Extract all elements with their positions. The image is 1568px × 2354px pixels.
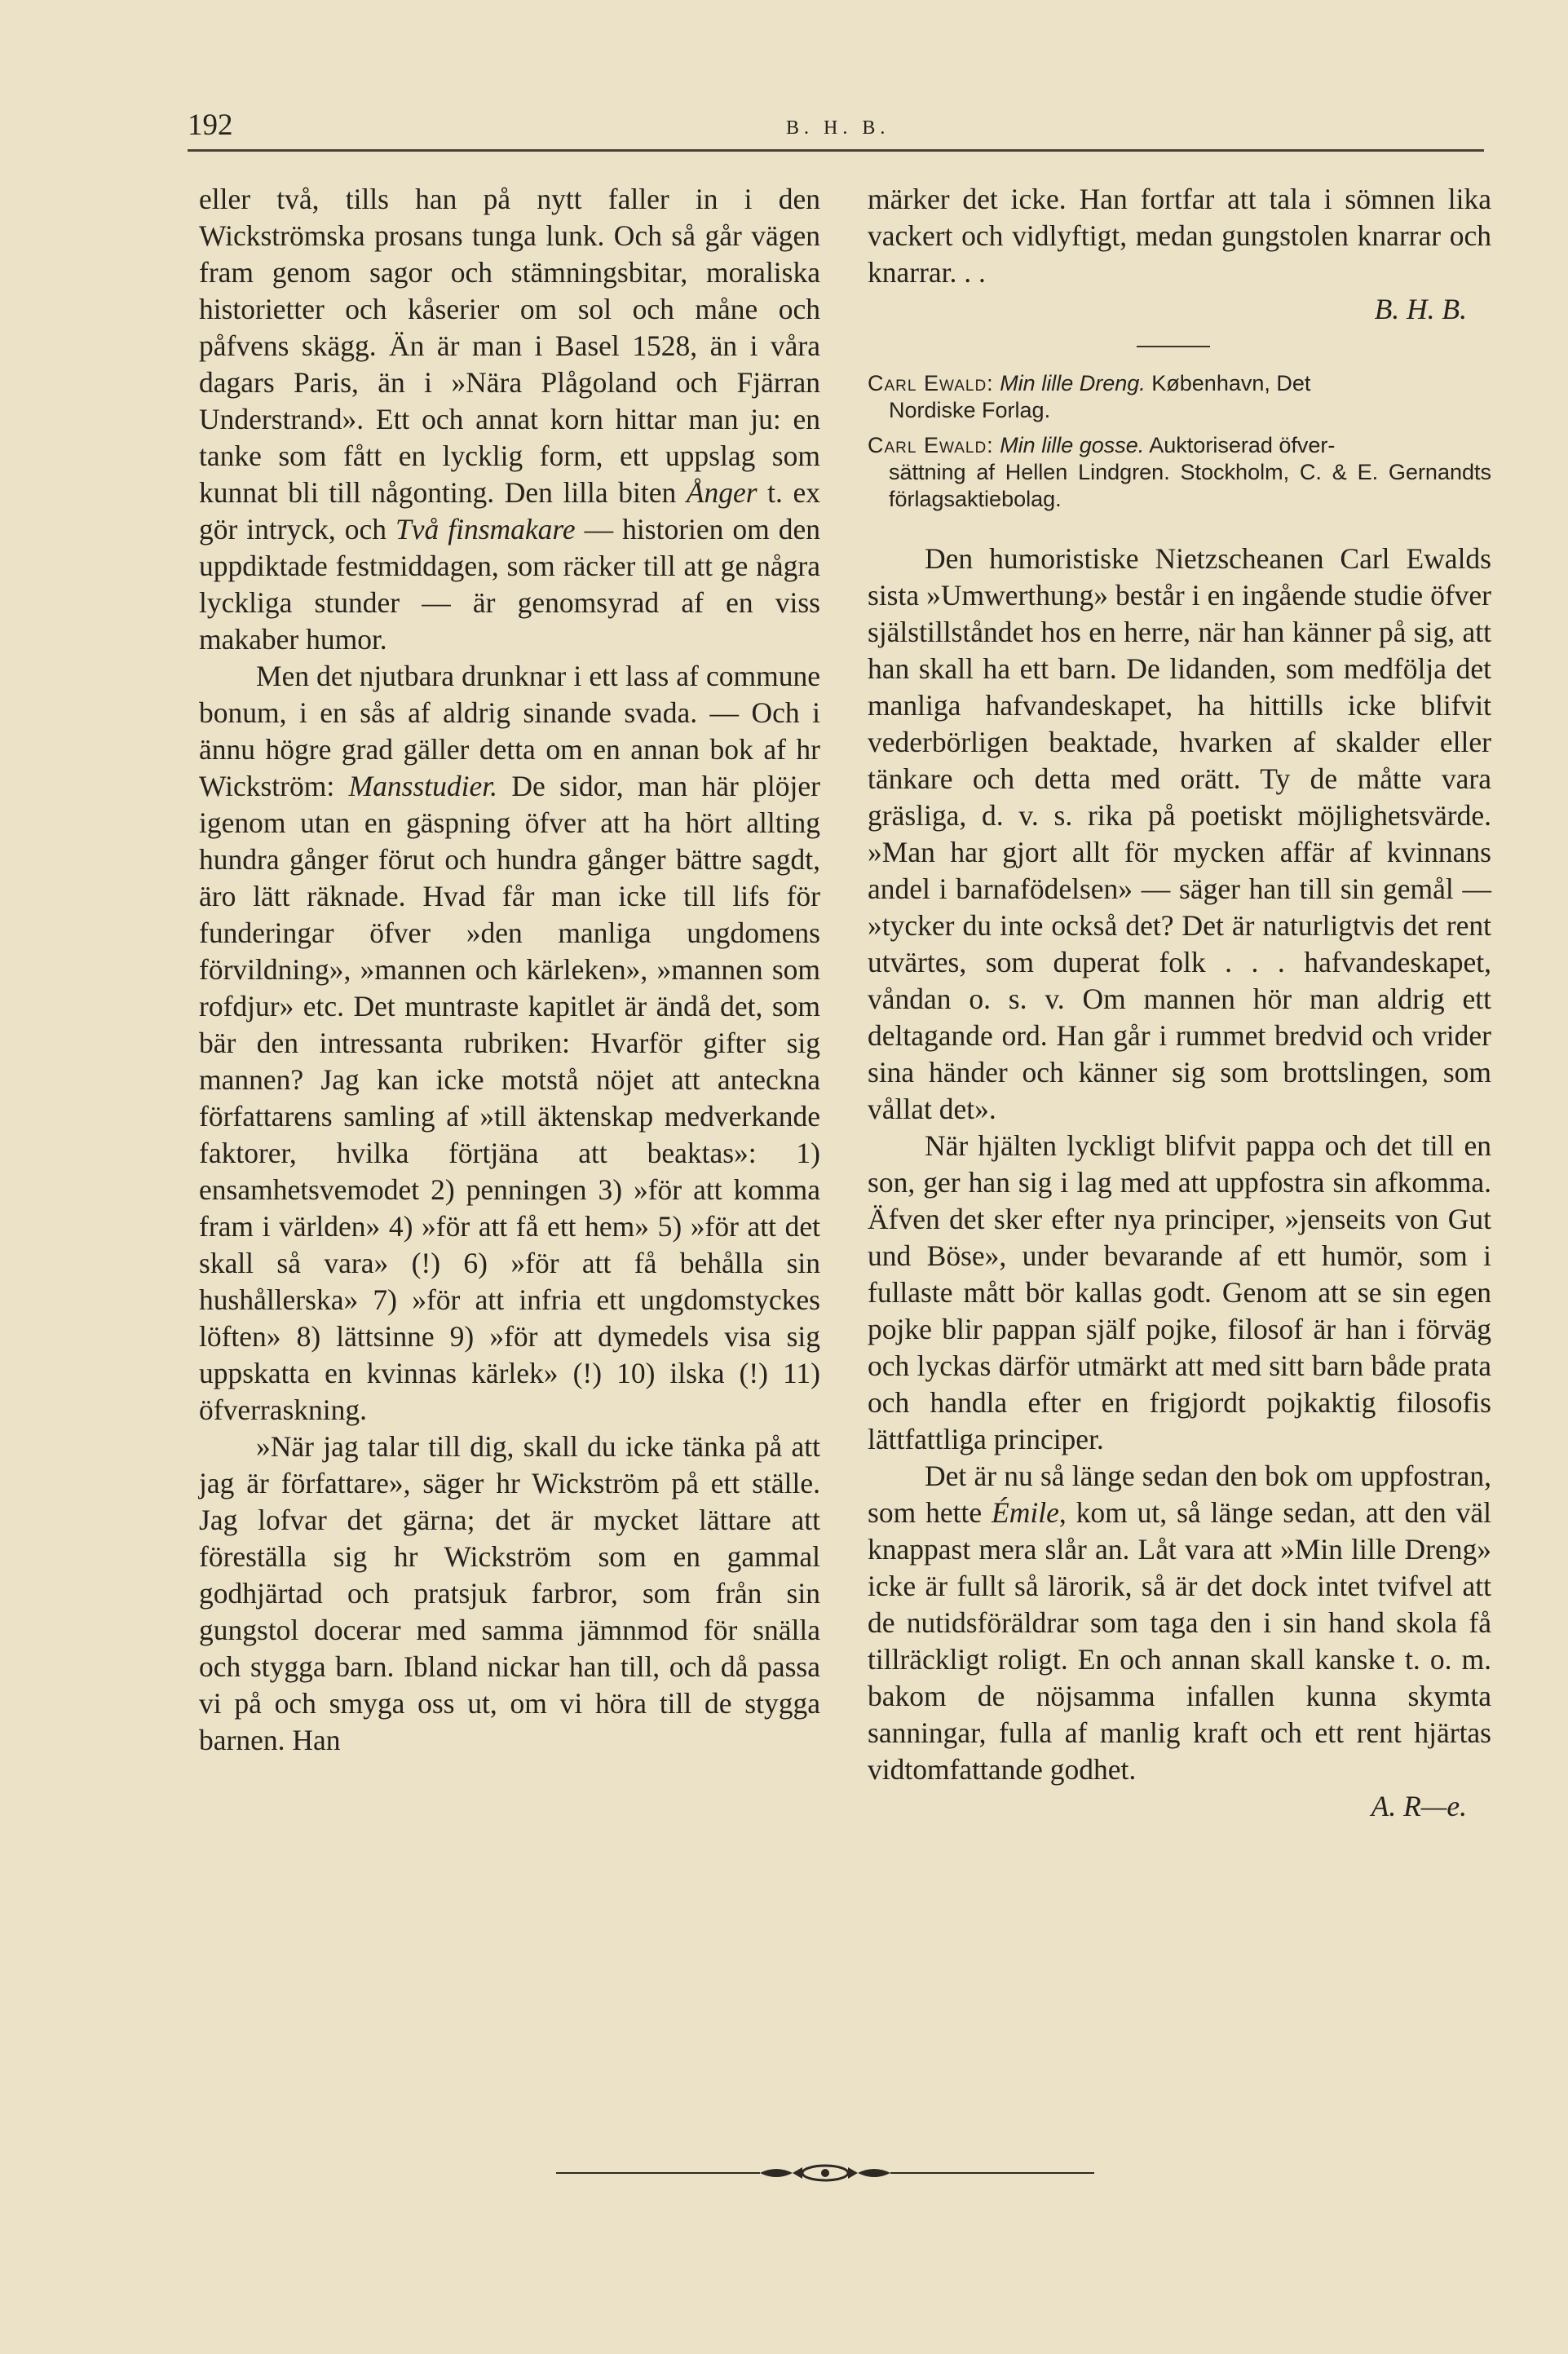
left-paragraph-2: Men det njutbara drunknar i ett lass af commune bonum, i en sås af aldrig sinande svada. — Och i ännu högre grad gäller detta om en annan bok af hr Wickström: Mansstudier. De sidor, man här plöjer igenom utan en gäspning öfver att ha hört allting hundra gånger förut och hundra gånger bättre sagdt, äro lätt räknade. Hvad får man icke till lifs för funderingar öfver »den manliga ungdomens förvildning», »mannen och kärleken», »mannen som rofdjur» etc. Det muntraste kapitlet är ändå det, som bär den intressanta rubriken: Hvarför gifter sig mannen? Jag kan icke motstå nöjet att anteckna författarens samling af »till äktenskap medverkande faktorer, hvilka förtjäna att beaktas»: 1) ensamhetsvemodet 2) penningen 3) »för att komma fram i världen» 4) »för att få ett hem» 5) »för att det skall så vara» (!) 6) »för att få behålla sin hushållerska» 7) »för att infria ett ungdomstyckes löften» 8) lättsinne 9) »för att dymedels visa sig uppskatta en kvinnas kärlek» (!) 10) ilska (!) 11) öfverraskning. — [199, 660, 820, 1426]
left-column — [199, 181, 820, 1759]
title-anger: Ånger — [686, 476, 757, 509]
title-emile: Émile — [992, 1496, 1059, 1529]
section-divider — [1137, 346, 1210, 347]
right-column — [868, 181, 1491, 1825]
right-paragraph-3: Det är nu så länge sedan den bok om uppfostran, som hette Émile, kom ut, så länge sedan, att den väl knappast mera slår an. Låt vara att »Min lille Dreng» icke är fullt så lärorik, så är det dock intet tvifvel att de nutidsföräldrar som taga den i sin hand skola få tillräckligt roligt. En och annan skall kanske t. o. m. bakom de nöjsamma infallen kunna skymta sanningar, fulla af manlig kraft och ett rent hjärtas vidtomfattande godhet. — [868, 1460, 1491, 1786]
left-paragraph-3: »När jag talar till dig, skall du icke tänka på att jag är författare», säger hr Wickström på ett ställe. Jag lofvar det gärna; det är mycket lättare att föreställa sig hr Wickström som en gammal godhjärtad och pratsjuk farbror, som från sin gungstol docerar med samma jämnmod för snälla och stygga barn. Ibland nickar han till, och då passa vi på och smyga oss ut, om vi höra till de stygga barnen. Han — [199, 1430, 820, 1756]
right-paragraph-1: Den humoristiske Nietzscheanen Carl Ewalds sista »Umwerthung» består i en ingående studie öfver själstillståndet hos en herre, när han känner på sig, att han skall ha ett barn. De lidanden, som medfölja det manliga hafvandeskapet, ha hittills icke blifvit vederbörligen beaktade, hvarken af skalder eller tänkare och detta med orätt. Ty de måtte vara gräsliga, d. v. s. rika på poetiskt möjlighetsvärde. »Man har gjort allt för mycken affär af kvinnans andel i barnafödelsen» — säger han till sin gemål — »tycker du inte också det? Det är naturligtvis det rent utvärtes, som duperat folk . . . hafvandeskapet, våndan o. s. v. Om mannen hör man aldrig ett deltagande ord. Han går i rummet bredvid och vrider sina händer och känner sig som brottslingen, som vållat det». — [868, 542, 1491, 1125]
running-head: B. H. B. — [786, 117, 890, 139]
signature-are: A. R—e. — [1371, 1790, 1467, 1822]
right-paragraph-continued: märker det icke. Han fortfar att tala i sömnen lika vackert och vidlyftigt, medan gungstolen knarrar och knarrar. . . — [868, 183, 1491, 289]
biblio-author: Carl Ewald: — [868, 433, 994, 457]
title-mansstudier: Mansstudier. — [348, 770, 498, 802]
bibliography — [868, 370, 1491, 513]
header-rule — [188, 149, 1484, 152]
page-header — [188, 108, 1484, 148]
signature-bhb: B. H. B. — [1374, 293, 1467, 325]
biblio-title: Min lille Dreng. — [1000, 371, 1146, 395]
biblio-title: Min lille gosse. — [1000, 433, 1145, 457]
bibliography-entry: Carl Ewald: Min lille Dreng. København, Det Nordiske Forlag. — [868, 371, 1311, 422]
left-paragraph-1: eller två, tills han på nytt faller in i den Wickströmska prosans tunga lunk. Och så går vägen fram genom sagor och stämningsbitar, moraliska historietter och kåserier om sol och måne och påfvens skägg. Än är man i Basel 1528, än i våra dagars Paris, än i »Nära Plågoland och Fjärran Understrand». Ett och annat korn hittar man ju: en tanke som fått en lycklig form, ett uppslag som kunnat bli till någonting. Den lilla biten Ånger t. ex gör intryck, och Två finsmakare — historien om den uppdiktade festmiddagen, som räcker till att ge några lyckliga stunder — är genomsyrad af en viss makaber humor. — [199, 183, 820, 656]
biblio-author: Carl Ewald: — [868, 371, 994, 395]
bibliography-entry: Carl Ewald: Min lille gosse. Auktoriserad öfver- sättning af Hellen Lindgren. Stockholm, C. & E. Gernandts förlagsaktiebolag. — [868, 433, 1491, 511]
title-tva-finsmakare: Två finsmakare — [395, 513, 576, 545]
ornament-divider — [556, 2161, 1094, 2185]
right-paragraph-2: När hjälten lyckligt blifvit pappa och det till en son, ger han sig i lag med att uppfostra sin afkomma. Äfven det sker efter nya principer, »jenseits von Gut und Böse», under bevarande af ett humör, som i fullaste mått bör kallas godt. Genom att se sin egen pojke blir pappan själf pojke, filosof är han i förväg och lyckas därför utmärkt att med sitt barn både prata och handla efter en frigjordt pojkaktig filosofis lättfattliga principer. — [868, 1129, 1491, 1455]
page-number: 192 — [188, 108, 233, 142]
